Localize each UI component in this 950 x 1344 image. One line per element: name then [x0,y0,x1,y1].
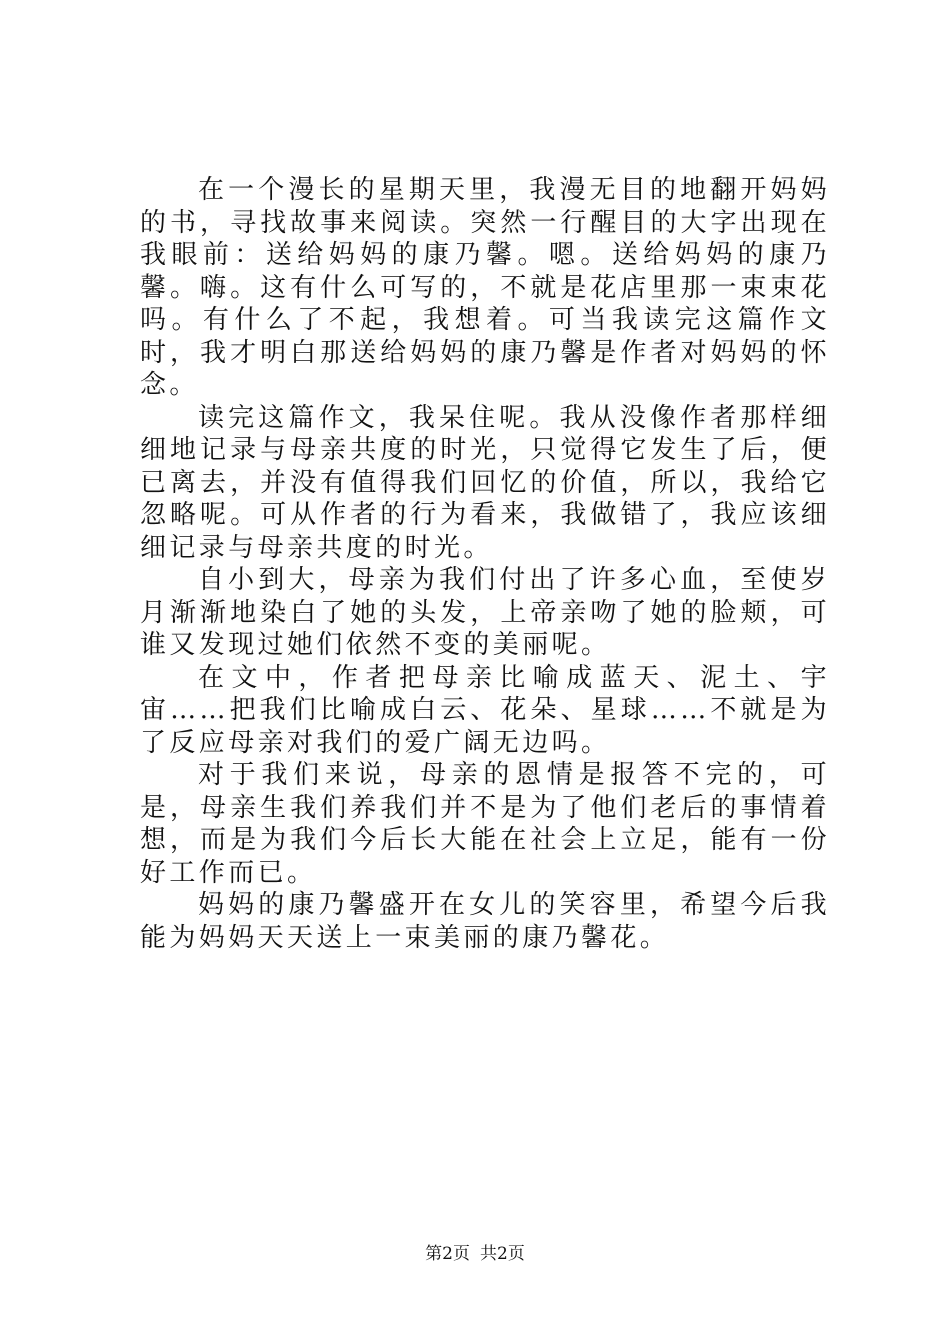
document-body [140,174,830,954]
paragraph-5: 对于我们来说，母亲的恩情是报答不完的，可是，母亲生我们养我们并不是为了他们老后的事情着想，而是为我们今后长大能在社会上立足，能有一份好工作而已。 [140,760,830,888]
page-footer [0,1243,950,1265]
paragraph-3: 自小到大，母亲为我们付出了许多心血，至使岁月渐渐地染白了她的头发，上帝亲吻了她的脸颊，可谁又发现过她们依然不变的美丽呢。 [140,565,830,660]
paragraph-4: 在文中，作者把母亲比喻成蓝天、泥土、宇宙……把我们比喻成白云、花朵、星球……不就是为了反应母亲对我们的爱广阔无边吗。 [140,662,830,758]
page-number: 第2页 [425,1244,470,1264]
paragraph-2: 读完这篇作文，我呆住呢。我从没像作者那样细细地记录与母亲共度的时光，只觉得它发生了后，便已离去，并没有值得我们回忆的价值，所以，我给它忽略呢。可从作者的行为看来，我做错了，我应该细细记录与母亲共度的时光。 [140,402,830,563]
paragraph-1: 在一个漫长的星期天里，我漫无目的地翻开妈妈的书，寻找故事来阅读。突然一行醒目的大字出现在我眼前：送给妈妈的康乃馨。嗯。送给妈妈的康乃馨。嗨。这有什么可写的，不就是花店里那一束束花吗。有什么了不起，我想着。可当我读完这篇作文时，我才明白那送给妈妈的康乃馨是作者对妈妈的怀念。 [140,175,830,400]
page-total: 共2页 [480,1244,525,1264]
paragraph-6: 妈妈的康乃馨盛开在女儿的笑容里，希望今后我能为妈妈天天送上一束美丽的康乃馨花。 [140,890,830,953]
